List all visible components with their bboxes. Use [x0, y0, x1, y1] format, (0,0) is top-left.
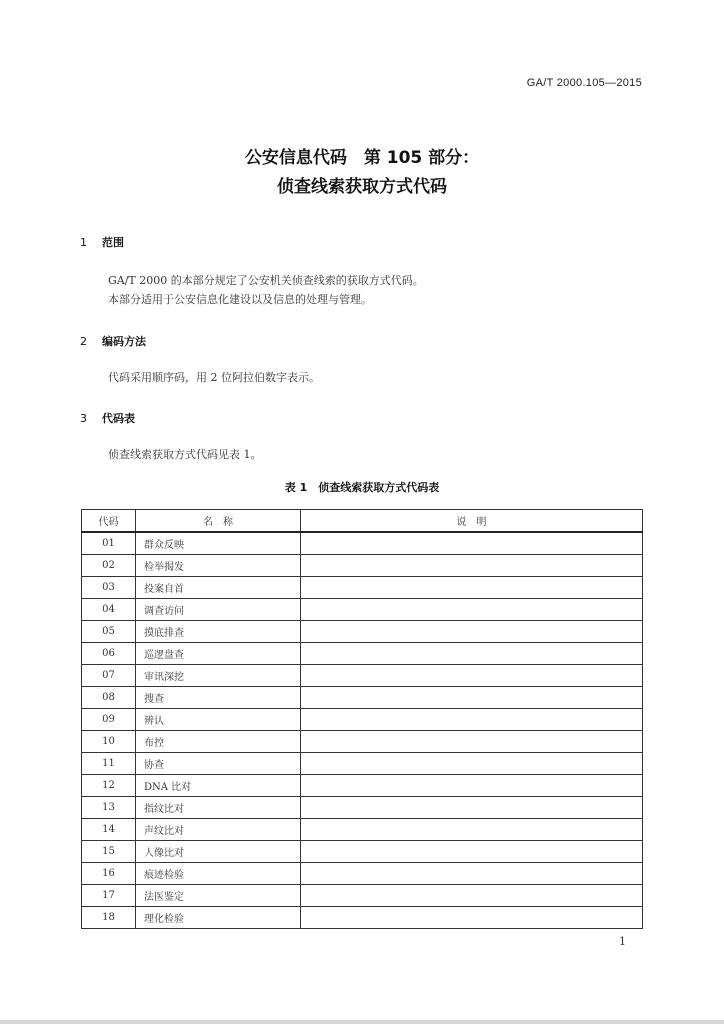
cell-name: 指纹比对: [136, 797, 301, 819]
table-row: [82, 753, 643, 775]
page-number: 1: [619, 935, 626, 948]
table-row: [82, 841, 643, 863]
table-row: [82, 819, 643, 841]
cell-name: 巡逻盘查: [136, 643, 301, 665]
header-description: 说 明: [301, 510, 643, 533]
section-1-number: 1: [80, 236, 87, 249]
table-row: [82, 599, 643, 621]
cell-name: 协查: [136, 753, 301, 775]
cell-name: 理化检验: [136, 907, 301, 929]
cell-code: 17: [82, 885, 136, 907]
cell-description: [301, 577, 643, 599]
cell-description: [301, 532, 643, 555]
cell-description: [301, 731, 643, 753]
section-2-paragraph-1: 代码采用顺序码，用 2 位阿拉伯数字表示。: [108, 371, 320, 384]
table-row: [82, 665, 643, 687]
table-row: [82, 775, 643, 797]
table-caption: 表 1 侦查线索获取方式代码表: [284, 481, 440, 494]
cell-name: 人像比对: [136, 841, 301, 863]
cell-description: [301, 665, 643, 687]
table-header-row: [82, 510, 643, 533]
table-row: [82, 731, 643, 753]
header-code: 代码: [82, 510, 136, 533]
cell-name: DNA 比对: [136, 775, 301, 797]
cell-name: 布控: [136, 731, 301, 753]
cell-name: 声纹比对: [136, 819, 301, 841]
document-title-line-1: 公安信息代码 第 105 部分：: [244, 148, 480, 168]
cell-description: [301, 797, 643, 819]
table-row: [82, 643, 643, 665]
cell-description: [301, 621, 643, 643]
cell-name: 投案自首: [136, 577, 301, 599]
cell-code: 01: [82, 532, 136, 555]
cell-description: [301, 599, 643, 621]
table-row: [82, 907, 643, 929]
document-title-line-2: 侦查线索获取方式代码: [277, 177, 447, 197]
cell-description: [301, 907, 643, 929]
cell-description: [301, 841, 643, 863]
table-row: [82, 863, 643, 885]
cell-code: 07: [82, 665, 136, 687]
section-1-heading: [80, 234, 124, 250]
cell-code: 11: [82, 753, 136, 775]
cell-name: 审讯深挖: [136, 665, 301, 687]
cell-description: [301, 709, 643, 731]
header-name: 名 称: [136, 510, 301, 533]
cell-code: 12: [82, 775, 136, 797]
cell-code: 04: [82, 599, 136, 621]
cell-description: [301, 753, 643, 775]
cell-code: 15: [82, 841, 136, 863]
table-row: [82, 577, 643, 599]
cell-name: 群众反映: [136, 532, 301, 555]
section-1-paragraph-2: 本部分适用于公安信息化建设以及信息的处理与管理。: [108, 293, 372, 306]
standard-code: GA/T 2000.105—2015: [526, 77, 642, 89]
cell-code: 18: [82, 907, 136, 929]
cell-description: [301, 687, 643, 709]
cell-code: 08: [82, 687, 136, 709]
cell-code: 13: [82, 797, 136, 819]
cell-code: 06: [82, 643, 136, 665]
cell-name: 摸底排查: [136, 621, 301, 643]
cell-code: 16: [82, 863, 136, 885]
cell-description: [301, 643, 643, 665]
cell-description: [301, 555, 643, 577]
table-row: [82, 709, 643, 731]
table-row: [82, 885, 643, 907]
section-2-number: 2: [80, 335, 87, 348]
cell-description: [301, 819, 643, 841]
cell-description: [301, 775, 643, 797]
section-3-title: 代码表: [102, 412, 135, 425]
cell-name: 痕迹检验: [136, 863, 301, 885]
section-1-paragraph-1: GA/T 2000 的本部分规定了公安机关侦查线索的获取方式代码。: [108, 274, 424, 287]
section-3-number: 3: [80, 412, 87, 425]
table-row: [82, 621, 643, 643]
cell-code: 10: [82, 731, 136, 753]
table-row: [82, 532, 643, 555]
cell-code: 14: [82, 819, 136, 841]
cell-code: 05: [82, 621, 136, 643]
table-row: [82, 555, 643, 577]
cell-name: 辨认: [136, 709, 301, 731]
section-3-paragraph-1: 侦查线索获取方式代码见表 1。: [108, 448, 262, 461]
cell-name: 法医鉴定: [136, 885, 301, 907]
cell-description: [301, 885, 643, 907]
section-3-heading: [80, 410, 135, 426]
cell-name: 检举揭发: [136, 555, 301, 577]
page-bottom-edge: [0, 1020, 724, 1024]
cell-code: 03: [82, 577, 136, 599]
cell-name: 搜查: [136, 687, 301, 709]
cell-name: 调查访问: [136, 599, 301, 621]
section-1-title: 范围: [102, 236, 124, 249]
cell-code: 02: [82, 555, 136, 577]
section-2-heading: [80, 333, 146, 349]
code-table: [81, 509, 643, 929]
cell-description: [301, 863, 643, 885]
table-row: [82, 687, 643, 709]
section-2-title: 编码方法: [102, 335, 146, 348]
table-row: [82, 797, 643, 819]
cell-code: 09: [82, 709, 136, 731]
